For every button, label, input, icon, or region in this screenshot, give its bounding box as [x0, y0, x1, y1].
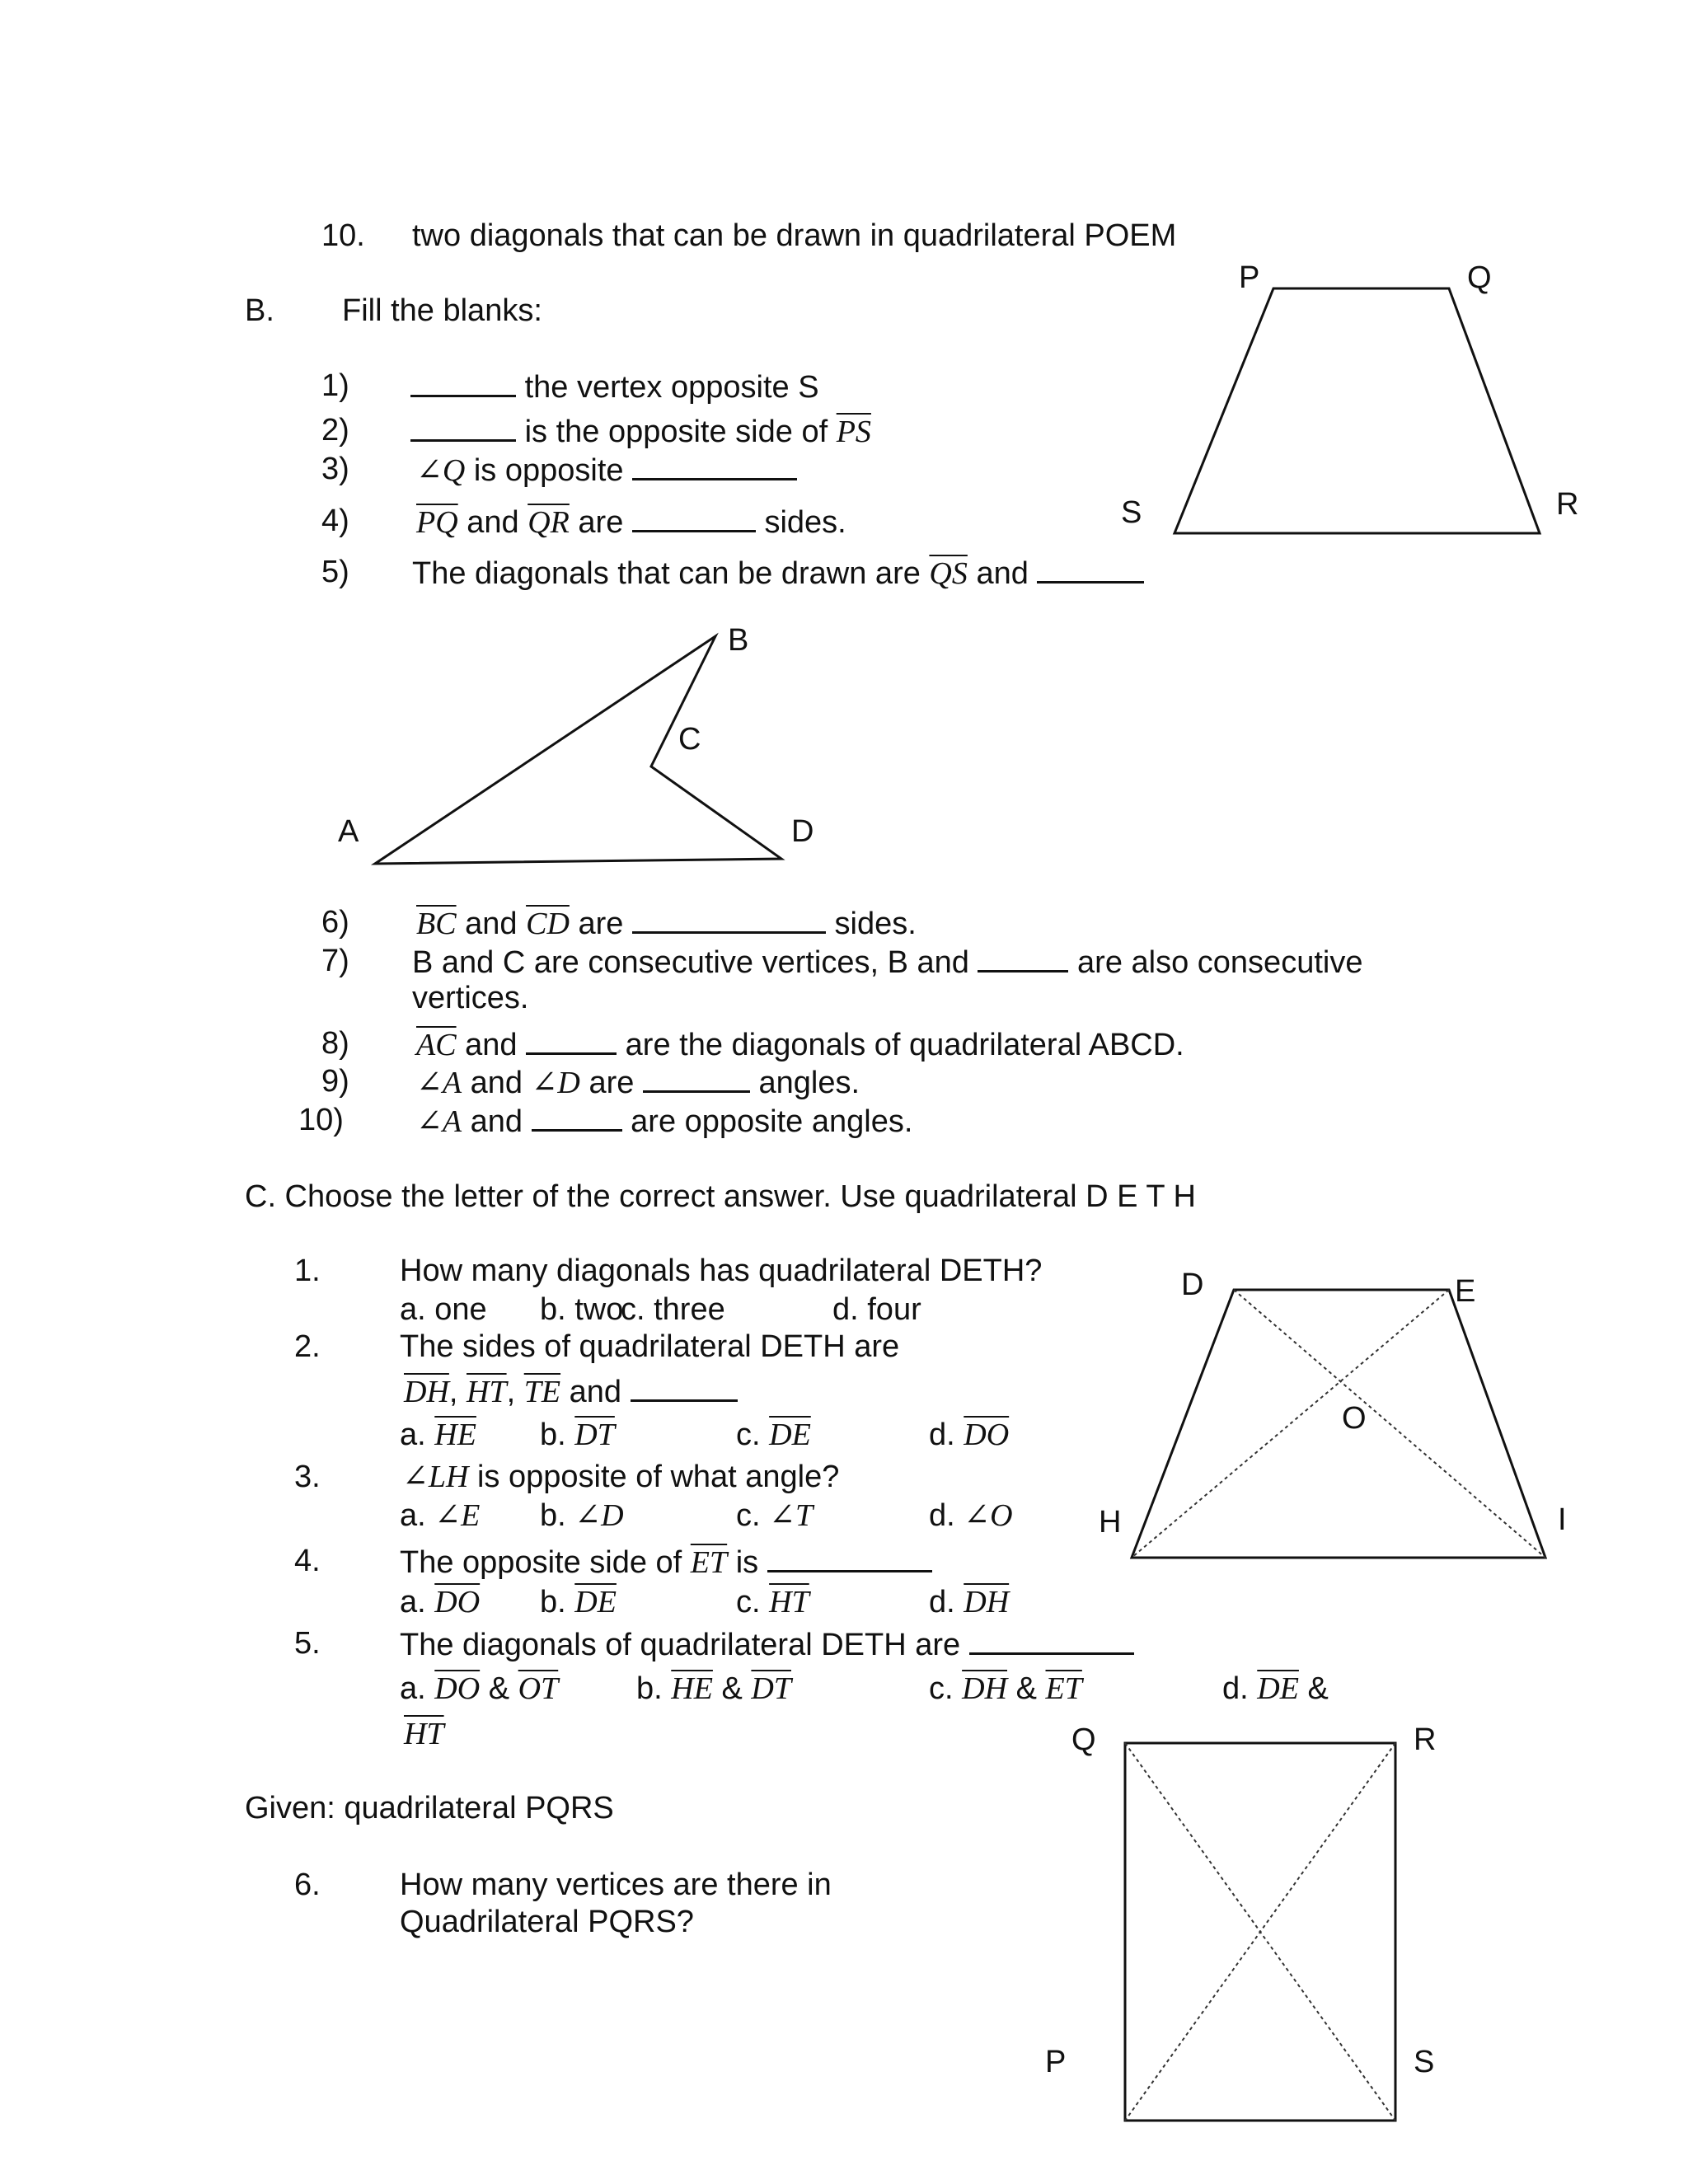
choice-b[interactable]: b. two	[540, 1292, 624, 1327]
choice-a[interactable]: a. one	[400, 1292, 487, 1327]
comma: ,	[506, 1375, 516, 1409]
item-number: 5.	[294, 1626, 321, 1661]
question-text: How many diagonals has quadrilateral DETH?	[400, 1254, 1043, 1288]
item-text: two diagonals that can be drawn in quadrilateral POEM	[412, 218, 1177, 253]
item-text: and	[470, 1066, 523, 1100]
segment-label: $\overline{HT}$	[404, 1717, 444, 1751]
segment-label: $\overline{BC}$	[416, 907, 457, 941]
item-text: and	[569, 1375, 622, 1409]
item-text: are	[578, 505, 624, 540]
item-text: is opposite	[473, 453, 624, 488]
diagonal-line	[1125, 1743, 1395, 2121]
item-number: 5)	[321, 555, 349, 589]
choice-letter: b.	[540, 1418, 566, 1452]
vertex-label: B	[728, 623, 749, 658]
choice-letter: a.	[400, 1498, 426, 1533]
item-text: The diagonals that can be drawn are	[412, 556, 921, 591]
question-body: The opposite side of	[400, 1545, 682, 1580]
ampersand: &	[1015, 1671, 1037, 1706]
segment-label: $\overline{PS}$	[836, 415, 871, 449]
choice-letter: d.	[929, 1418, 955, 1452]
vertex-label: A	[338, 814, 359, 849]
item-number: 9)	[321, 1064, 349, 1099]
question-body: The diagonals of quadrilateral DETH are	[400, 1628, 961, 1662]
item-text: are	[578, 907, 624, 941]
choice-letter: a.	[400, 1585, 426, 1619]
item-text: are	[588, 1066, 635, 1100]
choice-letter: c.	[736, 1418, 761, 1452]
choice-letter: b.	[636, 1671, 663, 1706]
item-text: angles.	[758, 1066, 860, 1100]
item-text: and	[467, 505, 519, 540]
angle-label: ∠E	[434, 1498, 481, 1533]
item-number: 1)	[321, 368, 349, 403]
segment-label: $\overline{DO}$	[964, 1418, 1010, 1452]
item-text: sides.	[834, 907, 917, 941]
segment-label: $\overline{QS}$	[929, 556, 968, 591]
vertex-label: O	[1342, 1401, 1367, 1436]
choice-letter: c.	[736, 1585, 761, 1619]
item-text: are also consecutive	[1077, 945, 1363, 980]
section-title: C. Choose the letter of the correct answer. Use quadrilateral D E T H	[245, 1179, 1196, 1214]
item-number: 3.	[294, 1460, 321, 1494]
segment-label: $\overline{DE}$	[1257, 1671, 1299, 1706]
segment-label: $\overline{TE}$	[523, 1375, 561, 1409]
comma: ,	[448, 1375, 458, 1409]
vertex-label: C	[678, 722, 701, 757]
segment-label: $\overline{OT}$	[518, 1671, 559, 1706]
item-text: and	[465, 1028, 518, 1062]
angle-label: ∠D	[574, 1498, 624, 1533]
choice-letter: c.	[929, 1671, 954, 1706]
item-number: 1.	[294, 1254, 321, 1288]
item-number: 6)	[321, 905, 349, 940]
question-body: is	[735, 1545, 759, 1580]
segment-label: $\overline{QR}$	[528, 505, 570, 540]
item-number: 4.	[294, 1544, 321, 1578]
choice-letter: b.	[540, 1498, 566, 1533]
item-text: and	[465, 907, 518, 941]
ampersand: &	[721, 1671, 743, 1706]
question-text: Quadrilateral PQRS?	[400, 1905, 694, 1939]
question-text: The sides of quadrilateral DETH are	[400, 1329, 900, 1364]
item-number: 10.	[321, 218, 365, 253]
segment-label: $\overline{HE}$	[671, 1671, 713, 1706]
item-number: 4)	[321, 504, 349, 538]
vertex-label: R	[1414, 1722, 1437, 1757]
segment-label: $\overline{DT}$	[751, 1671, 791, 1706]
choice-c[interactable]: c. three	[621, 1292, 725, 1327]
angle-label: ∠D	[531, 1066, 580, 1100]
segment-label: $\overline{CD}$	[526, 907, 570, 941]
item-text: the vertex opposite S	[524, 370, 819, 405]
vertex-label: S	[1414, 2045, 1435, 2079]
given-text: Given: quadrilateral PQRS	[245, 1791, 614, 1825]
angle-label: ∠T	[769, 1498, 814, 1533]
segment-label: $\overline{ET}$	[690, 1545, 728, 1580]
choice-letter: a.	[400, 1418, 426, 1452]
segment-label: $\overline{HT}$	[467, 1375, 507, 1409]
item-number: 8)	[321, 1026, 349, 1061]
choice-letter: d.	[929, 1585, 955, 1619]
segment-label: $\overline{AC}$	[416, 1028, 457, 1062]
segment-label: $\overline{HE}$	[434, 1418, 476, 1452]
vertex-label: P	[1045, 2045, 1067, 2079]
segment-label: $\overline{HT}$	[769, 1585, 809, 1619]
choice-letter: b.	[540, 1585, 566, 1619]
segment-label: $\overline{DO}$	[434, 1585, 481, 1619]
item-text: sides.	[764, 505, 846, 540]
choice-letter: d.	[929, 1498, 955, 1533]
item-text: vertices.	[412, 981, 529, 1015]
vertex-label: H	[1099, 1505, 1122, 1540]
segment-label: $\overline{DH}$	[964, 1585, 1010, 1619]
item-number: 10)	[298, 1103, 344, 1137]
choice-letter: a.	[400, 1671, 426, 1706]
ampersand: &	[488, 1671, 510, 1706]
vertex-label: Q	[1071, 1722, 1096, 1757]
angle-label: ∠A	[416, 1066, 462, 1100]
vertex-label: Q	[1467, 260, 1492, 295]
ampersand: &	[1307, 1671, 1329, 1706]
choice-letter: d.	[1222, 1671, 1249, 1706]
item-text: is the opposite side of	[524, 415, 828, 449]
segment-label: $\overline{DE}$	[769, 1418, 811, 1452]
vertex-label: P	[1239, 260, 1260, 295]
segment-label: $\overline{DO}$	[434, 1671, 481, 1706]
item-number: 6.	[294, 1868, 321, 1902]
segment-label: $\overline{DH}$	[404, 1375, 449, 1409]
angle-label: ∠O	[964, 1498, 1013, 1533]
vertex-label: S	[1121, 495, 1142, 530]
segment-label: $\overline{ET}$	[1045, 1671, 1082, 1706]
segment-label: $\overline{PQ}$	[416, 505, 458, 540]
item-text: and	[470, 1104, 523, 1139]
vertex-label: D	[1181, 1268, 1204, 1302]
segment-label: $\overline{DE}$	[574, 1585, 617, 1619]
angle-label: ∠Q	[416, 453, 466, 488]
item-number: 2.	[294, 1329, 321, 1364]
item-number: 3)	[321, 452, 349, 486]
vertex-label: I	[1558, 1502, 1567, 1537]
segment-label: $\overline{DT}$	[574, 1418, 615, 1452]
vertex-label: E	[1455, 1274, 1476, 1309]
vertex-label: R	[1556, 487, 1579, 522]
item-text: and	[976, 556, 1029, 591]
item-number: 2)	[321, 413, 349, 448]
question-text: How many vertices are there in	[400, 1868, 832, 1902]
item-text: are the diagonals of quadrilateral ABCD.	[625, 1028, 1184, 1062]
choice-letter: c.	[736, 1498, 761, 1533]
question-body: is opposite of what angle?	[476, 1460, 840, 1494]
angle-label: ∠LH	[402, 1460, 469, 1494]
section-letter: B.	[245, 293, 274, 328]
item-text: B and C are consecutive vertices, B and	[412, 945, 969, 980]
section-title: Fill the blanks:	[342, 293, 542, 328]
vertex-label: D	[791, 814, 814, 849]
segment-label: $\overline{DH}$	[962, 1671, 1008, 1706]
item-text: are opposite angles.	[631, 1104, 913, 1139]
item-number: 7)	[321, 944, 349, 978]
choice-d[interactable]: d. four	[832, 1292, 921, 1327]
angle-label: ∠A	[416, 1104, 462, 1139]
